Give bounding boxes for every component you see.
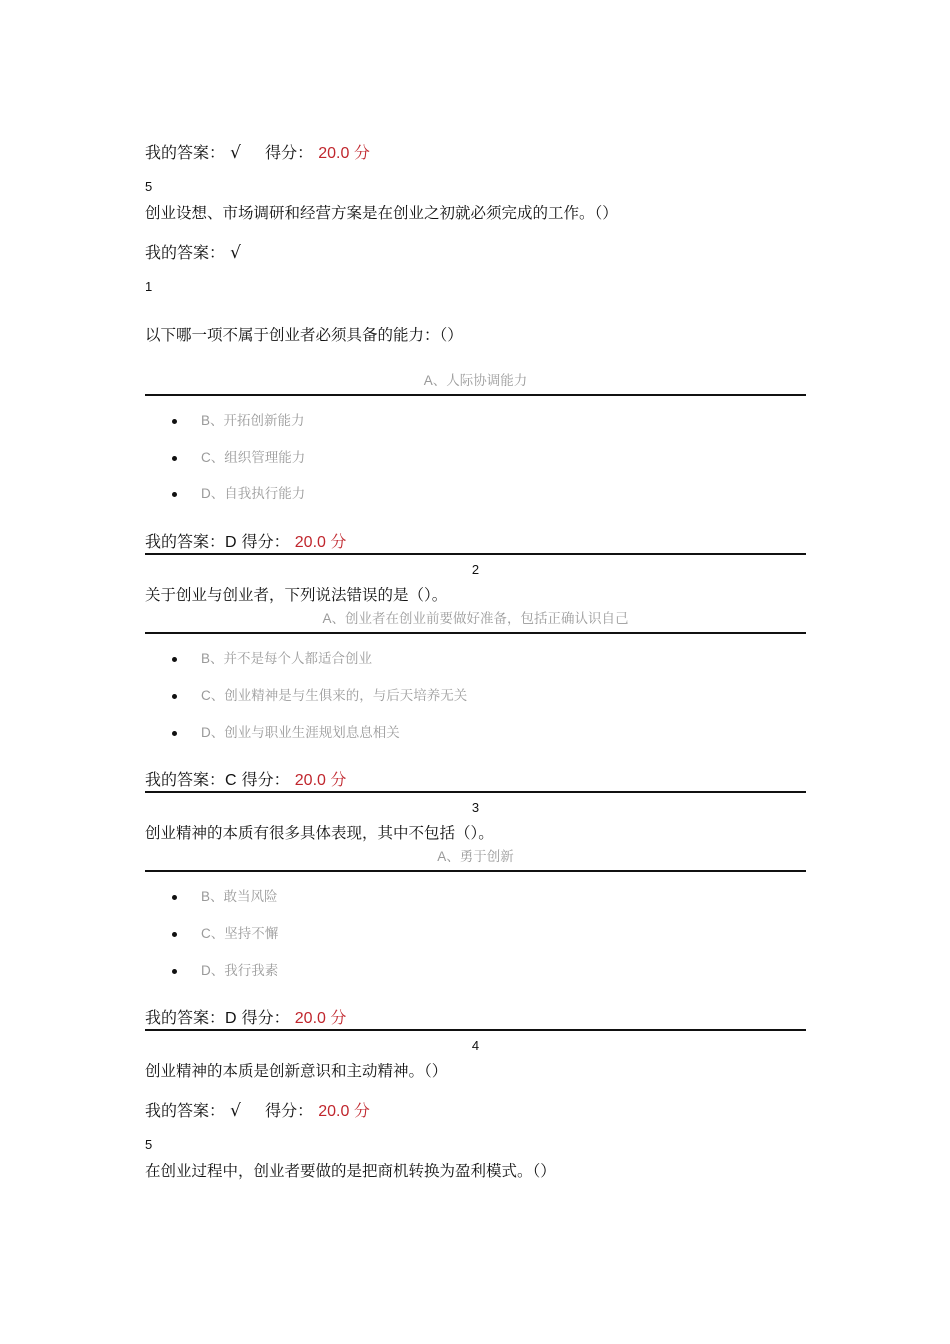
question-number: 5 (145, 179, 153, 194)
bullet-icon (172, 694, 177, 699)
score-value: 20.0 分 (318, 1103, 370, 1120)
divider (145, 394, 806, 396)
divider (145, 553, 806, 555)
check-mark: √ (230, 143, 241, 163)
answer-value: D (225, 1010, 237, 1027)
option-text: 、敢当风险 (210, 889, 278, 905)
score-value: 20.0 分 (318, 145, 370, 162)
score-value: 20.0 分 (294, 772, 347, 789)
option-letter: C (201, 688, 211, 703)
option-text: 、创业者在创业前要做好准备，包括正确认识自己 (331, 611, 629, 627)
check-mark: √ (230, 243, 241, 263)
option-text: 、我行我素 (210, 963, 279, 979)
my-answer-label: 我的答案： (145, 243, 226, 262)
my-answer-label: 我的答案： (145, 532, 226, 551)
option-a (145, 372, 806, 390)
option-b (201, 650, 372, 668)
my-answer-label: 我的答案： (145, 1008, 226, 1027)
divider (145, 791, 806, 793)
option-text: 、勇于创新 (446, 849, 514, 865)
option-letter: D (201, 963, 211, 978)
divider (145, 1029, 806, 1031)
option-text: 、并不是每个人都适合创业 (210, 651, 373, 667)
option-letter: B (201, 651, 211, 666)
option-text: 、组织管理能力 (210, 450, 306, 466)
bullet-icon (172, 492, 177, 497)
bullet-icon (172, 895, 177, 900)
answer-value: D (225, 534, 237, 551)
option-text: 、坚持不懈 (210, 926, 279, 942)
answer-line (145, 1101, 370, 1122)
option-text: 、开拓创新能力 (210, 413, 305, 429)
question-text: 创业设想、市场调研和经营方案是在创业之初就必须完成的工作。（） (145, 204, 618, 222)
answer-value: C (225, 772, 237, 789)
bullet-icon (172, 456, 177, 461)
option-letter: A (423, 373, 433, 388)
score-value: 20.0 分 (294, 1010, 347, 1027)
question-text: 关于创业与创业者，下列说法错误的是（）。 (145, 586, 448, 604)
question-text: 创业精神的本质是创新意识和主动精神。（） (145, 1062, 448, 1080)
score-label: 得分： (265, 1101, 314, 1120)
option-c (201, 449, 305, 467)
option-letter: B (201, 413, 211, 428)
option-a (145, 610, 806, 628)
answer-line (145, 532, 346, 553)
bullet-icon (172, 932, 177, 937)
answer-line (145, 770, 346, 791)
my-answer-label: 我的答案： (145, 770, 226, 789)
option-c (201, 687, 467, 705)
option-a (145, 848, 806, 866)
bullet-icon (172, 419, 177, 424)
option-text: 、自我执行能力 (210, 486, 306, 502)
option-text: 、创业精神是与生俱来的，与后天培养无关 (210, 688, 468, 704)
check-mark: √ (230, 1101, 241, 1121)
my-answer-label: 我的答案： (145, 143, 226, 162)
option-text: 、创业与职业生涯规划息息相关 (210, 725, 400, 741)
option-letter: D (201, 725, 211, 740)
option-letter: D (201, 486, 211, 501)
option-d (201, 724, 400, 742)
question-number: 4 (471, 1038, 480, 1053)
question-number: 1 (145, 279, 153, 294)
score-label: 得分： (265, 143, 314, 162)
option-letter: C (201, 450, 211, 465)
score-label: 得分： (241, 770, 290, 789)
question-text: 创业精神的本质有很多具体表现，其中不包括（）。 (145, 824, 494, 842)
option-text: 、人际协调能力 (432, 373, 528, 389)
option-letter: B (201, 889, 211, 904)
score-label: 得分： (241, 532, 290, 551)
option-letter: A (322, 611, 332, 626)
divider (145, 632, 806, 634)
bullet-icon (172, 731, 177, 736)
option-d (201, 962, 278, 980)
bullet-icon (172, 969, 177, 974)
question-number: 2 (471, 562, 480, 577)
option-c (201, 925, 278, 943)
score-value: 20.0 分 (294, 534, 347, 551)
answer-line (145, 1008, 346, 1029)
option-b (201, 412, 305, 430)
option-b (201, 888, 278, 906)
question-text: 在创业过程中，创业者要做的是把商机转换为盈利模式。（） (145, 1162, 556, 1180)
option-d (201, 485, 305, 503)
answer-line (145, 243, 241, 263)
my-answer-label: 我的答案： (145, 1101, 226, 1120)
answer-line-top (145, 143, 370, 164)
score-label: 得分： (241, 1008, 290, 1027)
question-text: 以下哪一项不属于创业者必须具备的能力：（） (145, 326, 463, 344)
question-number: 3 (471, 800, 480, 815)
question-number: 5 (145, 1137, 153, 1152)
option-letter: A (437, 849, 447, 864)
divider (145, 870, 806, 872)
bullet-icon (172, 657, 177, 662)
option-letter: C (201, 926, 211, 941)
